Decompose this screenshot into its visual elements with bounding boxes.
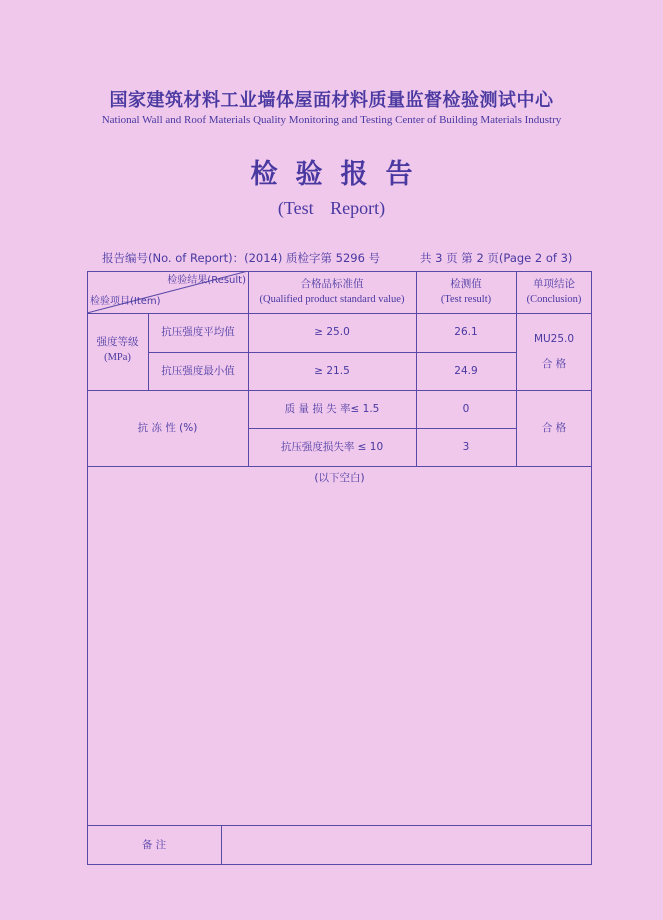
remarks-value bbox=[221, 825, 592, 865]
conclusion-strength: 合 格 bbox=[541, 357, 567, 370]
result-strength-loss: 3 bbox=[462, 440, 470, 453]
result-compressive-minimum: 24.9 bbox=[454, 364, 478, 377]
report-title-en: (Test Report) bbox=[277, 198, 386, 218]
standard-mass-loss: 质 量 损 失 率≤ 1.5 bbox=[284, 402, 380, 415]
header-item-label: 检验项目(Item) bbox=[90, 296, 161, 308]
header-result-label: 检验结果(Result) bbox=[167, 275, 246, 287]
header-result-cn: 检测值 bbox=[450, 277, 482, 290]
group-strength-unit: (MPa) bbox=[104, 351, 131, 363]
standard-compressive-minimum: ≥ 21.5 bbox=[314, 364, 350, 377]
organization-name-en: National Wall and Roof Materials Quality Monitoring and Testing Center of Building Materials Industry bbox=[101, 114, 562, 126]
table-rule bbox=[87, 466, 592, 467]
item-compressive-average: 抗压强度平均值 bbox=[161, 326, 235, 339]
header-result-en: (Test result) bbox=[440, 293, 492, 305]
result-compressive-average: 26.1 bbox=[454, 326, 478, 339]
group-frost-resistance: 抗 冻 性 (%) bbox=[137, 421, 198, 434]
result-mass-loss: 0 bbox=[462, 402, 470, 415]
item-compressive-minimum: 抗压强度最小值 bbox=[161, 364, 235, 377]
standard-compressive-average: ≥ 25.0 bbox=[314, 326, 350, 339]
page-indicator: 共 3 页 第 2 页(Page 2 of 3) bbox=[420, 251, 573, 265]
organization-name-cn: 国家建筑材料工业墙体屋面材料质量监督检验测试中心 bbox=[109, 90, 554, 111]
header-standard-en: (Qualified product standard value) bbox=[259, 293, 405, 305]
conclusion-strength-grade: MU25.0 bbox=[533, 332, 575, 345]
remarks-label: 备 注 bbox=[141, 838, 167, 851]
header-standard-cn: 合格品标准值 bbox=[300, 277, 364, 290]
standard-strength-loss: 抗压强度损失率 ≤ 10 bbox=[280, 440, 384, 453]
header-conclusion-cn: 单项结论 bbox=[533, 277, 575, 290]
report-number: 报告编号(No. of Report)：(2014) 质检字第 5296 号 bbox=[102, 251, 381, 265]
header-conclusion-en: (Conclusion) bbox=[526, 293, 582, 305]
report-title-cn: 检验报告 bbox=[250, 159, 431, 190]
group-strength-grade: 强度等级 bbox=[96, 335, 139, 348]
conclusion-frost-resistance: 合 格 bbox=[541, 421, 567, 434]
blank-below-note: (以下空白) bbox=[314, 471, 365, 484]
